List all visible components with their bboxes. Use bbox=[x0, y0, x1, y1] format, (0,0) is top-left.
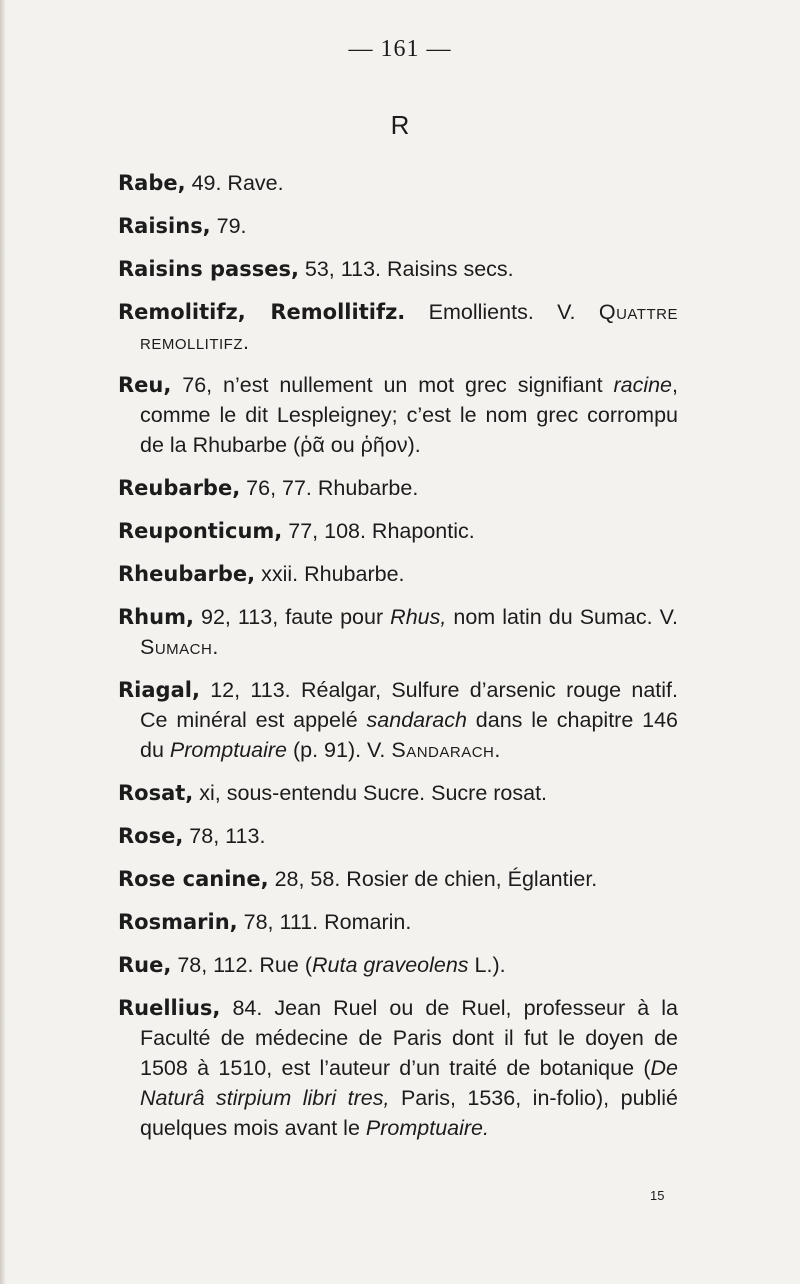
entry-headword: Rosat, bbox=[118, 781, 194, 805]
entry-italic: Ruta graveolens bbox=[311, 953, 469, 977]
entry-text: 77, 108. Rhapontic. bbox=[282, 519, 475, 543]
glossary-entry bbox=[118, 473, 678, 503]
glossary-entry bbox=[118, 821, 678, 851]
entry-headword: Rose canine, bbox=[118, 867, 269, 891]
entry-italic: Promptuaire. bbox=[365, 1116, 489, 1140]
entry-text: Emollients. V. bbox=[405, 300, 599, 324]
entry-text: xxii. Rhubarbe. bbox=[255, 562, 405, 586]
entry-text: 78, 111. Romarin. bbox=[237, 910, 412, 934]
glossary-entry bbox=[118, 864, 678, 894]
entry-crossref: Quattre remollitifz. bbox=[140, 300, 678, 354]
entry-headword: Rabe, bbox=[118, 171, 186, 195]
glossary-entry bbox=[118, 675, 678, 765]
entry-headword: Raisins passes, bbox=[118, 257, 299, 281]
entry-text: 76, 77. Rhubarbe. bbox=[240, 476, 419, 500]
entry-headword: Ruellius, bbox=[118, 996, 221, 1020]
entry-text: 12, 113. Réalgar, Sulfure d’arsenic rouge natif. Ce minéral est appelé bbox=[140, 678, 678, 732]
glossary-entry bbox=[118, 254, 678, 284]
entry-italic: sandarach bbox=[366, 708, 467, 732]
glossary-entry bbox=[118, 907, 678, 937]
glossary-entry bbox=[118, 950, 678, 980]
entry-text: 79. bbox=[210, 214, 247, 238]
glossary-entry bbox=[118, 211, 678, 241]
entry-italic: racine bbox=[613, 373, 673, 397]
entry-headword: Remolitifz, Remollitifz. bbox=[118, 300, 406, 324]
entry-headword: Reu, bbox=[118, 373, 172, 397]
entry-headword: Rue, bbox=[118, 953, 172, 977]
glossary-entry bbox=[118, 370, 678, 460]
glossary-entry bbox=[118, 559, 678, 589]
entry-text: dans le chapitre 146 du bbox=[140, 708, 678, 762]
entry-text: 49. Rave. bbox=[185, 171, 284, 195]
signature-mark: 15 bbox=[650, 1188, 665, 1203]
entry-headword: Reuponticum, bbox=[118, 519, 283, 543]
entry-headword: Reubarbe, bbox=[118, 476, 241, 500]
entry-headword: Rose, bbox=[118, 824, 184, 848]
glossary-entry bbox=[118, 778, 678, 808]
entry-text: 92, 113, faute pour bbox=[193, 605, 391, 629]
entry-crossref: Sumach. bbox=[140, 635, 219, 659]
section-letter: R bbox=[390, 110, 410, 140]
entry-text: L.). bbox=[468, 953, 506, 977]
glossary-entry bbox=[118, 602, 678, 662]
entry-text: 28, 58. Rosier de chien, Églantier. bbox=[268, 867, 598, 891]
running-head: — 161 — bbox=[348, 36, 452, 62]
entry-text: 76, n’est nullement un mot grec signifiant bbox=[171, 373, 614, 397]
entry-text: xi, sous-entendu Sucre. Sucre rosat. bbox=[193, 781, 548, 805]
glossary-entry bbox=[118, 516, 678, 546]
glossary-entry bbox=[118, 168, 678, 198]
page-edge-shadow bbox=[0, 0, 6, 1284]
entry-headword: Rosmarin, bbox=[118, 910, 238, 934]
entry-italic: Promptuaire bbox=[169, 738, 287, 762]
glossary-entries bbox=[118, 168, 678, 1156]
entry-text: (p. 91). V. bbox=[287, 738, 392, 762]
entry-italic: De Naturâ stirpium libri tres, bbox=[140, 1056, 678, 1110]
entry-text: nom latin du Sumac. V. bbox=[446, 605, 678, 629]
entry-headword: Riagal, bbox=[118, 678, 200, 702]
entry-text: 78, 113. bbox=[183, 824, 266, 848]
entry-crossref: Sandarach. bbox=[391, 738, 501, 762]
entry-text: 78, 112. Rue ( bbox=[171, 953, 312, 977]
entry-headword: Rheubarbe, bbox=[118, 562, 256, 586]
entry-italic: Rhus, bbox=[390, 605, 447, 629]
entry-text: 53, 113. Raisins secs. bbox=[298, 257, 514, 281]
entry-headword: Raisins, bbox=[118, 214, 211, 238]
entry-text: , comme le dit Lespleigney; c’est le nom grec corrompu de la Rhubarbe (ῥᾶ ou ῥῆον). bbox=[140, 373, 678, 457]
glossary-entry bbox=[118, 993, 678, 1143]
entry-text: Paris, 1536, in-folio), publié quelques mois avant le bbox=[140, 1086, 678, 1140]
entry-headword: Rhum, bbox=[118, 605, 194, 629]
glossary-entry bbox=[118, 297, 678, 357]
entry-text: 84. Jean Ruel ou de Ruel, professeur à la Faculté de médecine de Paris dont il fut le doyen de 1508 à 1510, est l’auteur d’un traité de botanique ( bbox=[140, 996, 678, 1080]
